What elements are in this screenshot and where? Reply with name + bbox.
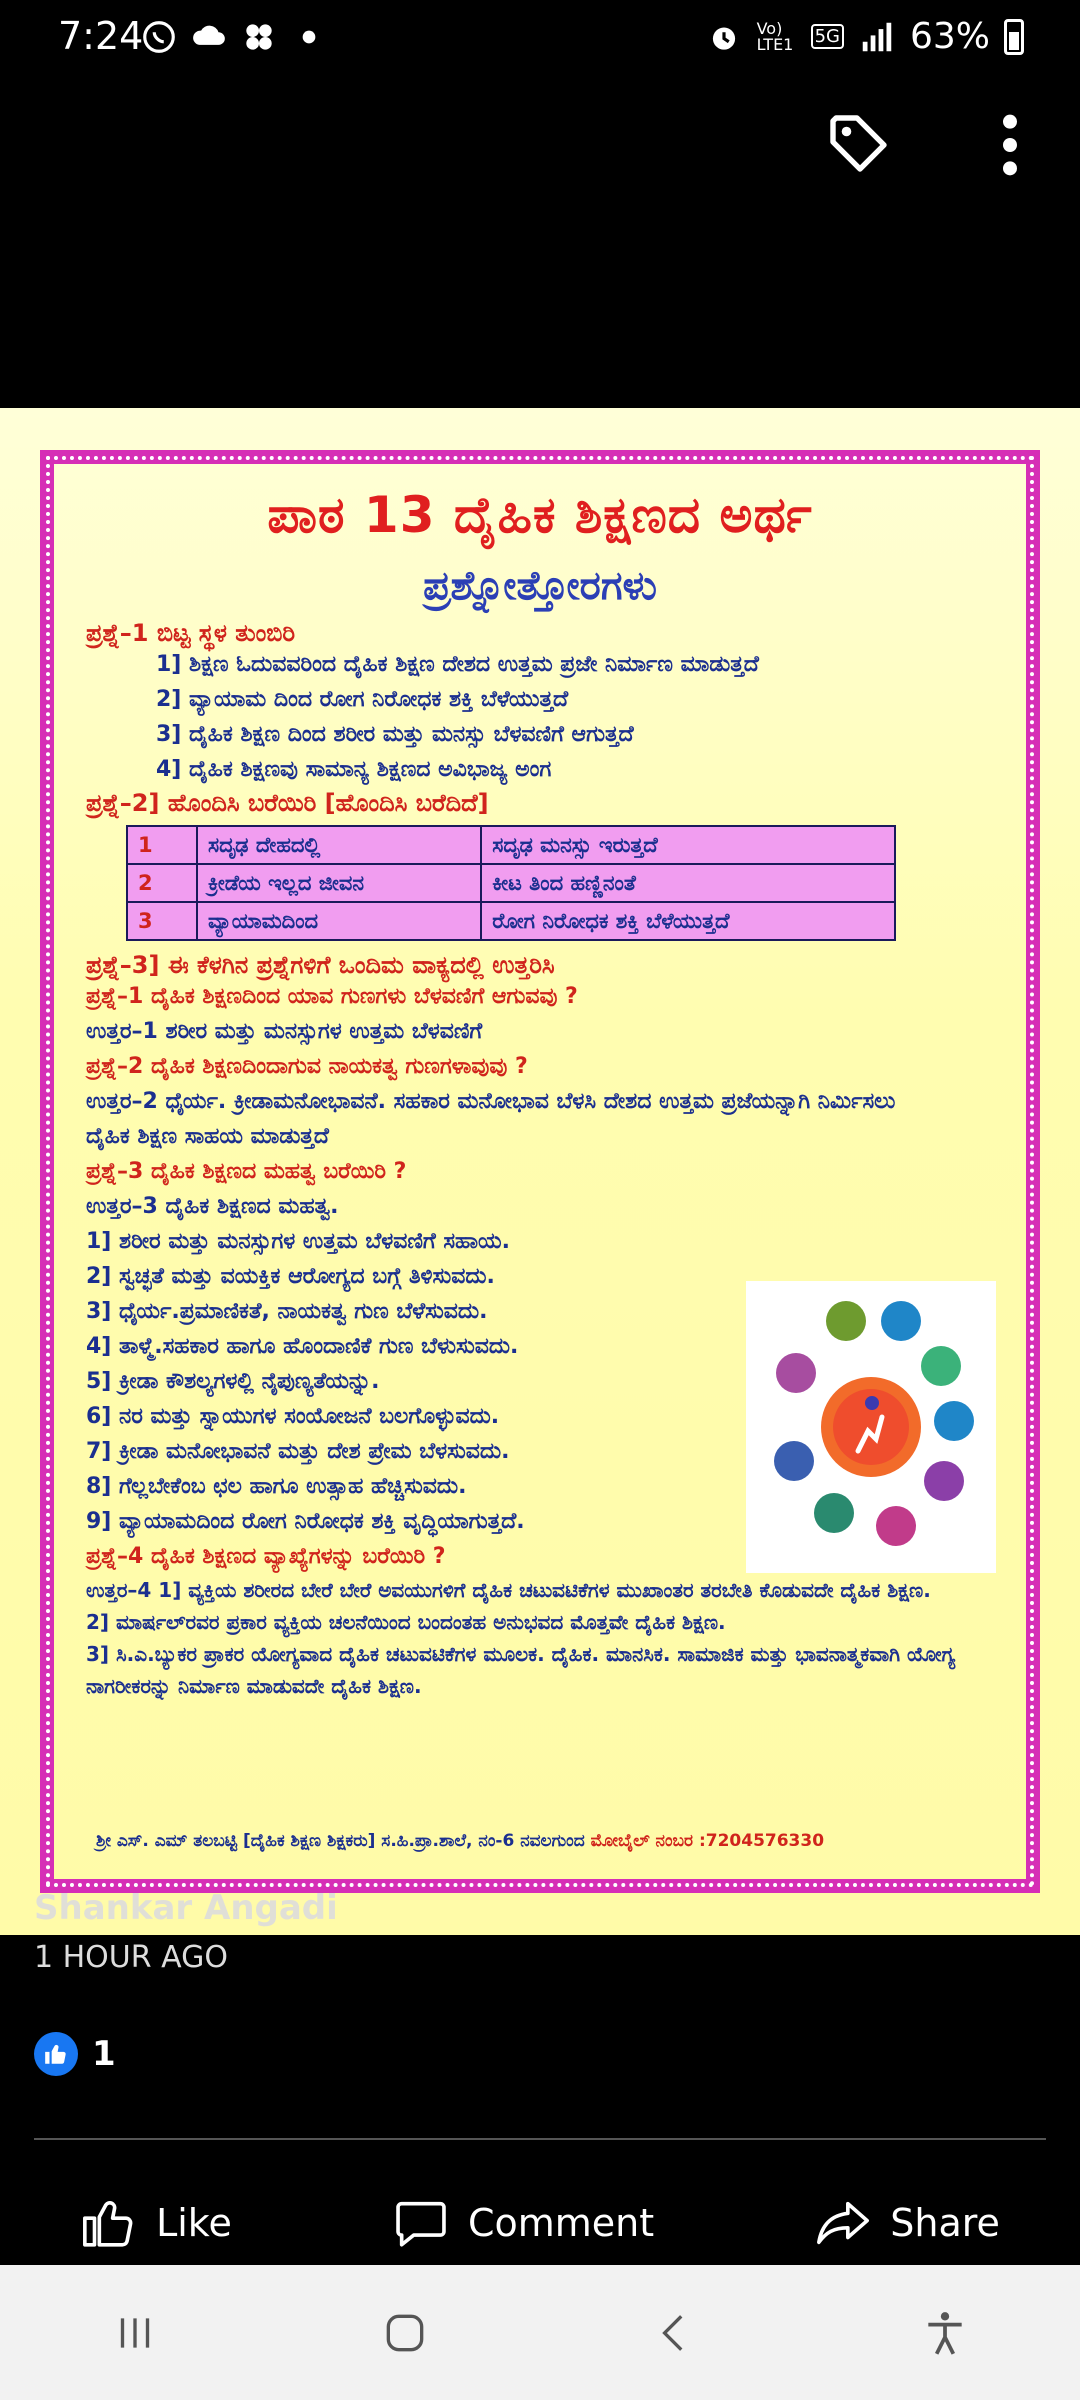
cloud-icon	[190, 18, 228, 56]
table-row	[127, 902, 895, 940]
credit-text: ಶ್ರೀ ಎಸ್. ಎಮ್ ತಲಬಟ್ಟಿ [ದೈಹಿಕ ಶಿಕ್ಷಣ ಶಿಕ್ಷಕರು] ಸ.ಹಿ.ಪ್ರಾ.ಶಾಲೆ, ನಂ-6 ನವಲಗುಂದ	[96, 1831, 585, 1851]
status-time: 7:24	[58, 14, 144, 58]
pinwheel-icon	[240, 18, 278, 56]
comment-icon	[392, 2194, 450, 2252]
table-cell: ಸದೃಢ ದೇಹದಲ್ಲಿ	[197, 826, 481, 864]
share-label: Share	[890, 2201, 1000, 2245]
qa-answer: ಉತ್ತರ–1 ಶರೀರ ಮತ್ತು ಮನಸ್ಸುಗಳ ಉತ್ತಮ ಬೆಳವಣಿಗೆ	[86, 1019, 483, 1044]
thumbs-up-icon	[43, 2041, 69, 2067]
q1-line: 3] ದೈಹಿಕ ಶಿಕ್ಷಣ ದಿಂದ ಶರೀರ ಮತ್ತು ಮನಸ್ಸು ಬೆಳವಣಿಗೆ ಆಗುತ್ತದೆ	[156, 722, 634, 747]
post-actions	[0, 2168, 1080, 2278]
poster-subtitle: ಪ್ರಶ್ನೋತ್ತೋರಗಳು	[423, 563, 657, 609]
share-button[interactable]	[814, 2194, 1000, 2252]
reaction-count: 1	[92, 2034, 116, 2074]
share-icon	[814, 2194, 872, 2252]
poster-content	[66, 476, 1014, 1867]
q4-heading: ಪ್ರಶ್ನೆ–4 ದೈಹಿಕ ಶಿಕ್ಷಣದ ವ್ಯಾಖ್ಯೆಗಳನ್ನು ಬರೆಯಿರಿ ?	[86, 1544, 446, 1569]
comment-button[interactable]	[392, 2194, 654, 2252]
post-timestamp: 1 HOUR AGO	[34, 1940, 228, 1975]
importance-item: 1] ಶರೀರ ಮತ್ತು ಮನಸ್ಸುಗಳ ಉತ್ತಮ ಬೆಳವಣಿಗೆ ಸಹಾಯ.	[86, 1229, 510, 1254]
q1-heading: ಪ್ರಶ್ನೆ–1 ಬಿಟ್ಟ ಸ್ಥಳ ತುಂಬಿರಿ	[86, 619, 296, 647]
qa-answer: ಉತ್ತರ–3 ದೈಹಿಕ ಶಿಕ್ಷಣದ ಮಹತ್ವ.	[86, 1194, 339, 1219]
home-button[interactable]	[360, 2288, 450, 2378]
table-cell: ಸದೃಢ ಮನಸ್ಸು ಇರುತ್ತದೆ	[481, 826, 895, 864]
table-cell: ಕ್ರೀಡೆಯ ಇಲ್ಲದ ಜೀವನ	[197, 864, 481, 902]
recent-apps-button[interactable]	[90, 2288, 180, 2378]
back-icon	[650, 2308, 700, 2358]
table-cell: 3	[127, 902, 197, 940]
5g-indicator: 5G	[811, 24, 844, 49]
alarm-icon	[705, 18, 743, 56]
qa-question: ಪ್ರಶ್ನೆ–2 ದೈಹಿಕ ಶಿಕ್ಷಣದಿಂದಾಗುವ ನಾಯಕತ್ವ ಗುಣಗಳಾವುವು ?	[86, 1054, 528, 1079]
accessibility-icon	[920, 2308, 970, 2358]
system-nav-bar	[0, 2265, 1080, 2400]
like-button[interactable]	[80, 2194, 232, 2252]
battery-percent: 63%	[909, 16, 990, 57]
importance-item: 4] ತಾಳ್ಮೆ.ಸಹಕಾರ ಹಾಗೂ ಹೊಂದಾಣಿಕೆ ಗುಣ ಬೆಳುಸುವದು.	[86, 1334, 519, 1359]
poster-frame	[40, 450, 1040, 1893]
battery-icon	[1004, 19, 1024, 55]
matching-table	[126, 825, 896, 941]
importance-item: 6] ನರ ಮತ್ತು ಸ್ನಾಯುಗಳ ಸಂಯೋಜನೆ ಬಲಗೊಳ್ಳುವದು.	[86, 1404, 500, 1429]
qa-question: ಪ್ರಶ್ನೆ–3 ದೈಹಿಕ ಶಿಕ್ಷಣದ ಮಹತ್ವ ಬರೆಯಿರಿ ?	[86, 1159, 407, 1184]
importance-item: 2] ಸ್ವಚ್ಛತೆ ಮತ್ತು ವಯಕ್ತಿಕ ಆರೋಗ್ಯದ ಬಗ್ಗೆ ತಿಳಿಸುವದು.	[86, 1264, 495, 1289]
divider	[34, 2138, 1046, 2140]
importance-item: 8] ಗೆಲ್ಲಬೇಕೆಂಬ ಛಲ ಹಾಗೂ ಉತ್ಸಾಹ ಹೆಚ್ಚಿಸುವದು.	[86, 1474, 467, 1499]
table-row	[127, 826, 895, 864]
q1-line: 2] ವ್ಯಾಯಾಮ ದಿಂದ ರೋಗ ನಿರೋಧಕ ಶಕ್ತಿ ಬೆಳೆಯುತ್ತದೆ	[156, 687, 569, 712]
table-cell: 1	[127, 826, 197, 864]
post-image[interactable]	[0, 408, 1080, 1935]
qa-question: ಪ್ರಶ್ನೆ–1 ದೈಹಿಕ ಶಿಕ್ಷಣದಿಂದ ಯಾವ ಗುಣಗಳು ಬೆಳವಣಿಗೆ ಆಗುವವು ?	[86, 984, 578, 1009]
accessibility-button[interactable]	[900, 2288, 990, 2378]
tag-icon	[824, 109, 896, 181]
reactions-summary[interactable]	[34, 2032, 116, 2076]
more-options-button[interactable]	[970, 105, 1050, 185]
credit-phone: ಮೋಬೈಲ್ ನಂಬರ :7204576330	[590, 1831, 825, 1851]
more-vert-icon	[1000, 110, 1020, 180]
fitness-illustration	[746, 1281, 996, 1573]
author-name[interactable]: Shankar Angadi	[34, 1888, 338, 1928]
qa-answer: ಉತ್ತರ–2 ಧೈರ್ಯ. ಕ್ರೀಡಾಮನೋಭಾವನೆ. ಸಹಕಾರ ಮನೋಭಾವ ಬೆಳಸಿ ದೇಶದ ಉತ್ತಮ ಪ್ರಜೆಯನ್ನಾಗಿ ನಿರ್ಮಿಸಲು ದೈಹಿಕ ಶಿಕ್ಷಣ ಸಾಹಯ ಮಾಡುತ್ತದೆ	[86, 1089, 896, 1149]
like-label: Like	[156, 2201, 232, 2245]
poster-credit	[96, 1831, 824, 1851]
q2-heading: ಪ್ರಶ್ನೆ–2] ಹೊಂದಿಸಿ ಬರೆಯಿರಿ [ಹೊಂದಿಸಿ ಬರೆದಿದೆ]	[86, 789, 489, 817]
comment-label: Comment	[467, 2201, 655, 2245]
like-reaction-badge	[34, 2032, 78, 2076]
table-cell: 2	[127, 864, 197, 902]
table-cell: ವ್ಯಾಯಾಮದಿಂದ	[197, 902, 481, 940]
notification-icons	[140, 18, 328, 56]
importance-item: 5] ಕ್ರೀಡಾ ಕೌಶಲ್ಯಗಳಲ್ಲಿ ನೈಪುಣ್ಯತೆಯನ್ನು.	[86, 1369, 380, 1394]
thumbs-up-icon	[80, 2194, 138, 2252]
recent-apps-icon	[110, 2308, 160, 2358]
table-cell: ರೋಗ ನಿರೋಧಕ ಶಕ್ತಿ ಬೆಳೆಯುತ್ತದೆ	[481, 902, 895, 940]
q1-line: 4] ದೈಹಿಕ ಶಿಕ್ಷಣವು ಸಾಮಾನ್ಯ ಶಿಕ್ಷಣದ ಅವಿಭಾಜ್ಯ ಅಂಗ	[156, 757, 552, 782]
importance-item: 3] ಧೈರ್ಯ.ಪ್ರಮಾಣಿಕತೆ, ನಾಯಕತ್ವ ಗುಣ ಬೆಳೆಸುವದು.	[86, 1299, 488, 1324]
fitness-wheel-icon	[746, 1281, 996, 1573]
poster-title: ಪಾಠ 13 ದೈಹಿಕ ಶಿಕ್ಷಣದ ಅರ್ಥ	[267, 486, 813, 544]
importance-item: 9] ವ್ಯಾಯಾಮದಿಂದ ರೋಗ ನಿರೋಧಕ ಶಕ್ತಿ ವೃದ್ಧಿಯಾಗುತ್ತದೆ.	[86, 1509, 525, 1534]
back-button[interactable]	[630, 2288, 720, 2378]
q4-line: ಉತ್ತರ–4 1] ವ್ಯಕ್ತಿಯ ಶರೀರದ ಬೇರೆ ಬೇರೆ ಅವಯುಗಳಿಗೆ ದೈಹಿಕ ಚಟುವಟಿಕೆಗಳ ಮುಖಾಂತರ ತರಬೇತಿ ಕೊಡುವದೇ ದೈಹಿಕ ಶಿಕ್ಷಣ.	[86, 1578, 931, 1602]
top-actions	[820, 105, 1050, 185]
importance-item: 7] ಕ್ರೀಡಾ ಮನೋಭಾವನೆ ಮತ್ತು ದೇಶ ಪ್ರೇಮ ಬೆಳಸುವದು.	[86, 1439, 510, 1464]
q4-line: 2] ಮಾರ್ಷಲ್‌ರವರ ಪ್ರಕಾರ ವ್ಯಕ್ತಿಯ ಚಲನೆಯಿಂದ ಬಂದಂತಹ ಅನುಭವದ ಮೊತ್ತವೇ ದೈಹಿಕ ಶಿಕ್ಷಣ.	[86, 1610, 726, 1634]
q4-line: 3] ಸಿ.ಎ.ಬ್ಯುಕರ ಪ್ರಾಕರ ಯೋಗ್ಯವಾದ ದೈಹಿಕ ಚಟುವಟಿಕೆಗಳ ಮೂಲಕ. ದೈಹಿಕ. ಮಾನಸಿಕ. ಸಾಮಾಜಿಕ ಮತ್ತು ಭಾವನಾತ್ಮಕವಾಗಿ ಯೋಗ್ಯ ನಾಗರೀಕರನ್ನು ನಿರ್ಮಾಣ ಮಾಡುವದೇ ದೈಹಿಕ ಶಿಕ್ಷಣ.	[86, 1642, 956, 1698]
table-cell: ಕೀಟ ತಿಂದ ಹಣ್ಣಿನಂತೆ	[481, 864, 895, 902]
home-icon	[380, 2308, 430, 2358]
tag-button[interactable]	[820, 105, 900, 185]
network-label: Vo) LTE1	[756, 18, 794, 54]
status-bar	[0, 0, 1080, 80]
whatsapp-icon	[140, 18, 178, 56]
q1-line: 1] ಶಿಕ್ಷಣ ಓದುವವರಿಂದ ದೈಹಿಕ ಶಿಕ್ಷಣ ದೇಶದ ಉತ್ತಮ ಪ್ರಜೇ ನಿರ್ಮಾಣ ಮಾಡುತ್ತದೆ	[156, 652, 759, 677]
table-row	[127, 864, 895, 902]
signal-icon	[858, 18, 896, 56]
q3-heading: ಪ್ರಶ್ನೆ–3] ಈ ಕೆಳಗಿನ ಪ್ರಶ್ನೆಗಳಿಗೆ ಒಂದಿಮ ವಾಕ್ಯದಲ್ಲಿ ಉತ್ತರಿಸಿ	[86, 951, 555, 979]
dot-icon	[290, 18, 328, 56]
status-right	[705, 16, 1024, 57]
